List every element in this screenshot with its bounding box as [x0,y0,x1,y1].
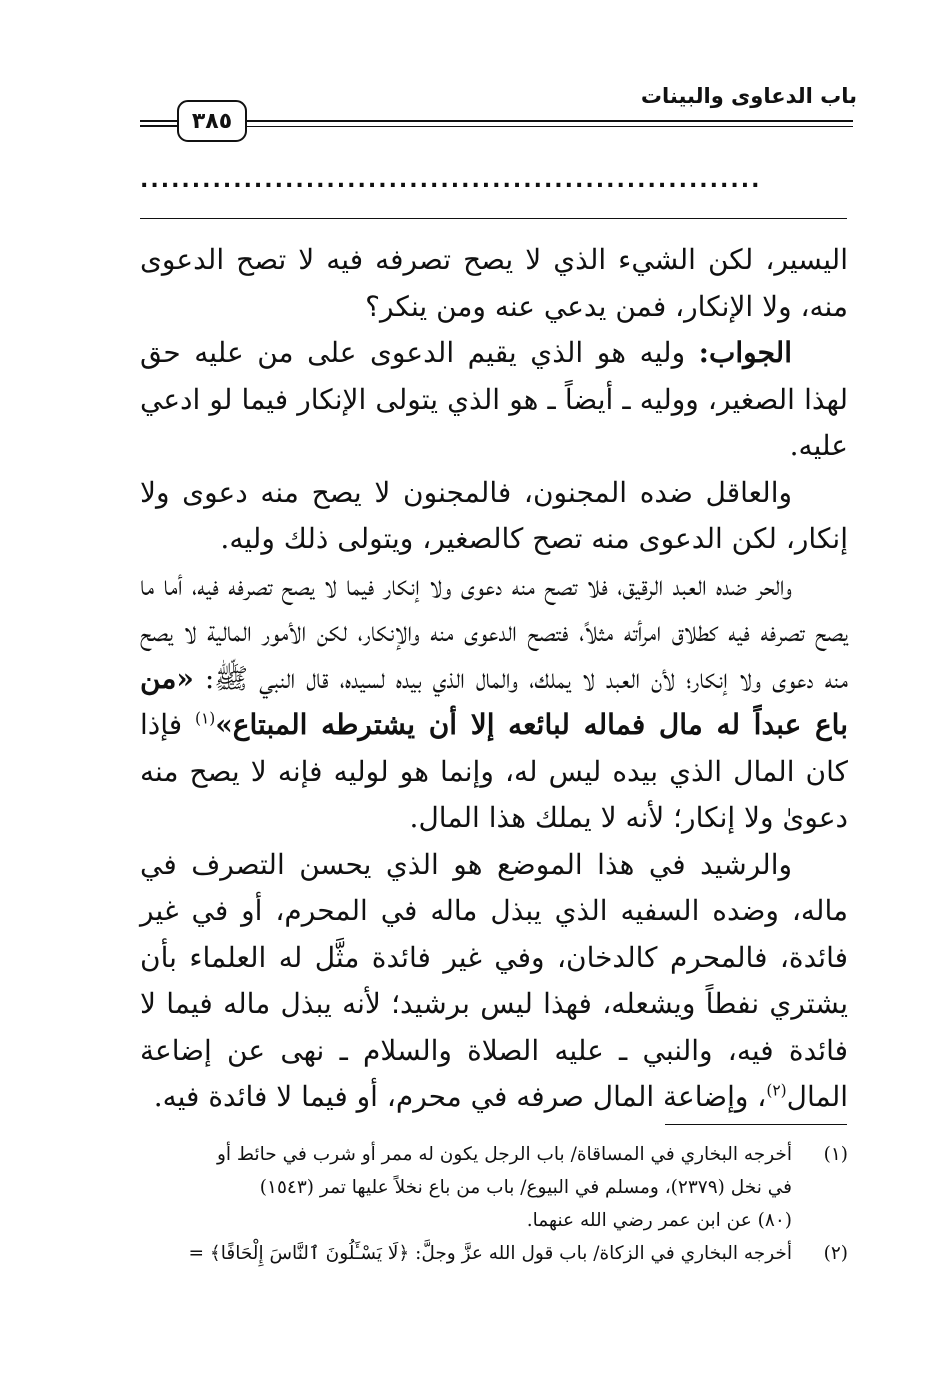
paragraph [140,330,848,470]
chapter-title: باب الدعاوى والبينات [640,84,857,108]
footnote-ref[interactable]: (٢) [766,1081,787,1100]
paragraph [140,237,848,330]
content-top-rule [140,218,847,219]
footnote-text [130,1138,792,1237]
paragraph-text: اليسير، لكن الشيء الذي لا يصح تصرفه فيه لا تصح الدعوى منه، ولا الإنكار، فمن يدعي عنه ومن ينكر؟ [140,243,848,323]
paragraph-text: والعاقل ضده المجنون، فالمجنون لا يصح منه دعوى ولا إنكار، لكن الدعوى منه تصح كالصغير، ويتولى ذلك وليه. [140,475,848,555]
footnote-text [130,1237,792,1270]
footnote-number: (٢) [823,1243,848,1264]
paragraph [140,470,848,563]
paragraph-text: وليه هو الذي يقيم الدعوى على من عليه حق لهذا الصغير، ووليه ـ أيضاً ـ هو الذي يتولى الإنكار فيما لو ادعي عليه. [140,336,848,462]
footnote-separator [665,1124,847,1125]
answer-label: الجواب: [698,336,792,369]
page-number: ٣٨٥ [177,100,247,142]
footnote-line: في نخل (٢٣٧٩)، ومسلم في البيوع/ باب من باع نخلاً عليها تمر (١٥٤٣) [259,1177,792,1198]
footnote [130,1237,848,1270]
footnote-ref[interactable]: (١) [194,709,216,728]
paragraph-text: والرشيد في هذا الموضع هو الذي يحسن التصرف في ماله، وضده السفيه الذي يبذل ماله في المحرم، أو في غير فائدة، فالمحرم كالدخان، وفي غير فائدة مثَّل له العلماء بأن يشتري نفطاً ويشعله، فهذا ليس برشيد؛ لأنه يبذل ماله فيما لا فائدة فيه، والنبي ـ عليه الصلاة والسلام ـ نهى عن إضاعة المال [140,847,849,1113]
footnote-line: (٨٠) عن ابن عمر رضي الله عنهما. [526,1210,792,1231]
footnote [130,1138,848,1237]
footnote-line: أخرجه البخاري في المساقاة/ باب الرجل يكون له ممر أو شرب في حائط أو [216,1144,792,1165]
header-rule-right [243,120,853,122]
paragraph-text: فإذا كان المال الذي بيده ليس له، وإنما هو لوليه فإنه لا يصح منه دعوىٰ ولا إنكار؛ لأنه لا يملك هذا المال. [140,708,848,834]
paragraph-text: والحر ضده العبد الرقيق، فلا تصح منه دعوى ولا إنكار فيما لا يصح تصرفه فيه، أما ما يصح تصرفه فيه كطلاق امرأته مثلاً، فتصح الدعوى منه والإنكار، لكن الأمور المالية لا يصح منه دعوى ولا إنكار؛ لأن العبد لا يملك، والمال الذي بيده لسيده، قال النبي ﷺ: [140,568,848,695]
header-rule-left [140,120,178,122]
footnote-number: (١) [823,1144,848,1165]
main-text [140,237,848,1121]
paragraph [140,842,848,1121]
paragraph-text: ، وإضاعة المال صرفه في محرم، أو فيما لا فائدة فيه. [153,1080,767,1113]
hadith-quote: «من باع عبداً له مال فماله لبائعه إلا أن يشترطه المبتاع» [140,661,848,741]
paragraph [140,563,848,842]
footnotes [130,1138,848,1270]
dotted-separator: ............................................................ [140,168,762,193]
footnote-line: أخرجه البخاري في الزكاة/ باب قول الله عزَّ وجلَّ: ﴿لَا يَسْـَٔلُونَ ٱلنَّاسَ إِلْحَافًا﴾ = [188,1243,792,1264]
